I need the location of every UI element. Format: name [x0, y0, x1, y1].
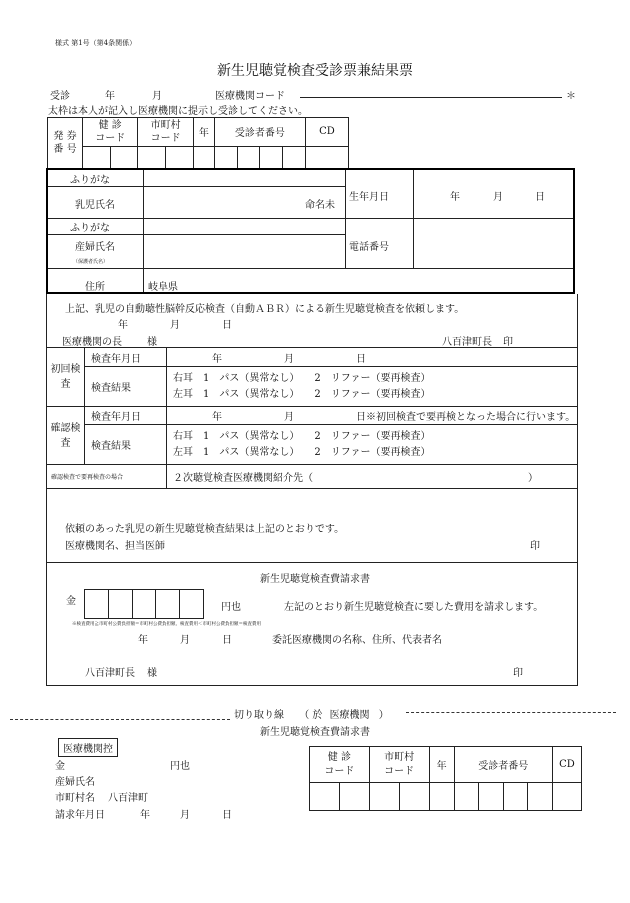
stub-kenshin-header: 健 診 コード: [310, 747, 370, 783]
stub-month: 月: [180, 810, 190, 821]
stub-date-label: 請求年月日: [55, 810, 105, 821]
year-digit[interactable]: [193, 146, 214, 168]
doctor-seal: 印: [530, 541, 540, 552]
invoice-year: 年: [138, 635, 148, 646]
prefecture-text: 岐阜県: [148, 282, 178, 293]
city-digit-1[interactable]: [138, 146, 166, 168]
infant-furigana-label: ふりがな: [70, 175, 110, 186]
stub-city-digit[interactable]: [399, 783, 429, 811]
kenshin-digit-1[interactable]: [83, 146, 111, 168]
request-to: 医療機関の長: [62, 337, 122, 348]
kenshin-code-header: 健 診 コード: [83, 118, 138, 147]
cutline-label: 切り取り線 （ 於 医療機関 ）: [234, 710, 389, 721]
request-text: 上記、乳児の自動聴性脳幹反応検査（自動ＡＢＲ）による新生児聴覚検査を依頼します。: [65, 304, 465, 315]
stub-city-label: 市町村名: [55, 793, 95, 804]
infant-name-label: 乳児氏名: [75, 200, 115, 211]
year-header: 年: [193, 118, 214, 147]
copy-label: 医療機関控: [58, 738, 118, 757]
amount-digit[interactable]: [156, 590, 180, 619]
invoice-day: 日: [222, 635, 232, 646]
amount-digit[interactable]: [180, 590, 204, 619]
stub-yen: 円也: [170, 761, 190, 772]
first-exam-label: 初回検査: [47, 348, 85, 407]
confirm-exam-result-field[interactable]: 右耳 1 パス（異常なし） 2 リファー（要再検査） 左耳 1 パス（異常なし） 2 リファー（要再検査）: [167, 425, 578, 465]
stub-patient-digit[interactable]: [503, 783, 528, 811]
invoice-statement: 左記のとおり新生児聴覚検査に要した費用を請求します。: [284, 602, 544, 613]
mother-furigana-label: ふりがな: [70, 223, 110, 234]
stub-patient-digit[interactable]: [528, 783, 553, 811]
stub-kin: 金: [55, 761, 65, 772]
birth-month-label: 月: [493, 192, 503, 203]
amount-digit[interactable]: [108, 590, 132, 619]
stub-year-digit[interactable]: [429, 783, 454, 811]
stub-mother: 産婦氏名: [55, 777, 95, 788]
stub-patient-header: 受診者番号: [454, 747, 552, 783]
confirm-exam-label: 確認検査: [47, 407, 85, 465]
stub-city: 八百津町: [108, 793, 148, 804]
exam-year-label: 年: [105, 91, 115, 102]
birth-day-label: 日: [535, 192, 545, 203]
stub-cd-header: CD: [553, 747, 582, 783]
exam-results-table: [46, 347, 578, 489]
doctor-label: 医療機関名、担当医師: [65, 541, 165, 552]
patient-digit-3[interactable]: [260, 146, 283, 168]
confirm-exam-result-label: 検査結果: [85, 425, 167, 465]
invoice-to: 八百津町長: [85, 668, 135, 679]
exam-label: 受診: [50, 91, 70, 102]
city-digit-2[interactable]: [166, 146, 194, 168]
kenshin-digit-2[interactable]: [110, 146, 138, 168]
amount-digit[interactable]: [85, 590, 109, 619]
commissioned-label: 委託医療機関の名称、住所、代表者名: [272, 635, 442, 646]
cutline-right: [406, 712, 616, 713]
birth-year-label: 年: [450, 192, 460, 203]
first-exam-date-label: 検査年月日: [85, 348, 167, 367]
patient-number-header: 受診者番号: [214, 118, 305, 147]
birth-date-label: 生年月日: [349, 192, 389, 203]
request-day: 日: [222, 320, 232, 331]
mayor-seal: 印: [503, 337, 513, 348]
patient-digit-1[interactable]: [214, 146, 237, 168]
patient-digit-2[interactable]: [237, 146, 260, 168]
invoice-yen: 円也: [221, 602, 241, 613]
stub-patient-digit[interactable]: [454, 783, 479, 811]
stub-day: 日: [222, 810, 232, 821]
institution-code-line[interactable]: [300, 97, 562, 98]
coupon-number-table: [47, 117, 349, 169]
result-report-text: 依頼のあった乳児の新生児聴覚検査結果は上記のとおりです。: [65, 524, 345, 535]
asterisk: ＊: [566, 91, 576, 102]
stub-title: 新生児聴覚検査費請求書: [260, 727, 370, 738]
city-code-header: 市町村 コード: [138, 118, 193, 147]
cutline-left: [10, 719, 230, 720]
mother-name-label: 産婦氏名: [75, 242, 115, 253]
invoice-sama: 様: [147, 668, 157, 679]
stub-year: 年: [140, 810, 150, 821]
request-sama: 様: [147, 337, 157, 348]
stub-kenshin-digit[interactable]: [339, 783, 369, 811]
phone-label: 電話番号: [349, 242, 389, 253]
instruction-text: 太枠は本人が記入し医療機関に提示し受診してください。: [48, 106, 308, 117]
retest-field[interactable]: ２次聴覚検査医療機関紹介先（ ）: [167, 465, 578, 489]
invoice-month: 月: [180, 635, 190, 646]
form-number: 様式 第1号（第4条関係）: [55, 39, 137, 47]
stub-year-header: 年: [429, 747, 454, 783]
confirm-exam-date-field[interactable]: 年 月 日※初回検査で要再検となった場合に行います。: [167, 407, 578, 425]
institution-code-label: 医療機関コード: [215, 91, 285, 102]
invoice-footnote: ※検査費用≧市町村公費負担額＝市町村公費負担額、検査費用＜市町村公費負担額＝検査費用: [72, 622, 261, 627]
cd-digit[interactable]: [306, 146, 349, 168]
amount-digit[interactable]: [132, 590, 156, 619]
page-title: 新生児聴覚検査受診票兼結果票: [217, 63, 413, 79]
first-exam-result-label: 検査結果: [85, 367, 167, 407]
invoice-title: 新生児聴覚検査費請求書: [260, 574, 370, 585]
first-exam-date-field[interactable]: 年 月 日: [167, 348, 578, 367]
cd-header: CD: [306, 118, 349, 147]
address-label: 住所: [85, 282, 105, 293]
stub-city-digit[interactable]: [369, 783, 399, 811]
personal-info-box: [46, 168, 575, 294]
patient-digit-4[interactable]: [283, 146, 306, 168]
stub-cd-digit[interactable]: [553, 783, 582, 811]
unnamed-label: 命名未: [305, 200, 335, 211]
confirm-exam-date-label: 検査年月日: [85, 407, 167, 425]
request-year: 年: [118, 320, 128, 331]
mayor-label: 八百津町長: [442, 337, 492, 348]
stub-kenshin-digit[interactable]: [310, 783, 340, 811]
guardian-label: （保護者氏名）: [73, 259, 109, 265]
issue-number-header: 発 券 番 号: [48, 118, 83, 169]
retest-label: 確認検査で要再検査の場合: [47, 465, 167, 489]
invoice-divider: [46, 562, 578, 563]
invoice-seal: 印: [513, 668, 523, 679]
first-exam-result-field[interactable]: 右耳 1 パス（異常なし） 2 リファー（要再検査） 左耳 1 パス（異常なし） 2 リファー（要再検査）: [167, 367, 578, 407]
stub-patient-digit[interactable]: [479, 783, 504, 811]
stub-coupon-table: [309, 746, 582, 811]
request-month: 月: [170, 320, 180, 331]
stub-city-code-header: 市町村 コード: [369, 747, 429, 783]
exam-month-label: 月: [152, 91, 162, 102]
invoice-amount-boxes[interactable]: [84, 589, 204, 619]
invoice-kin: 金: [66, 596, 76, 607]
